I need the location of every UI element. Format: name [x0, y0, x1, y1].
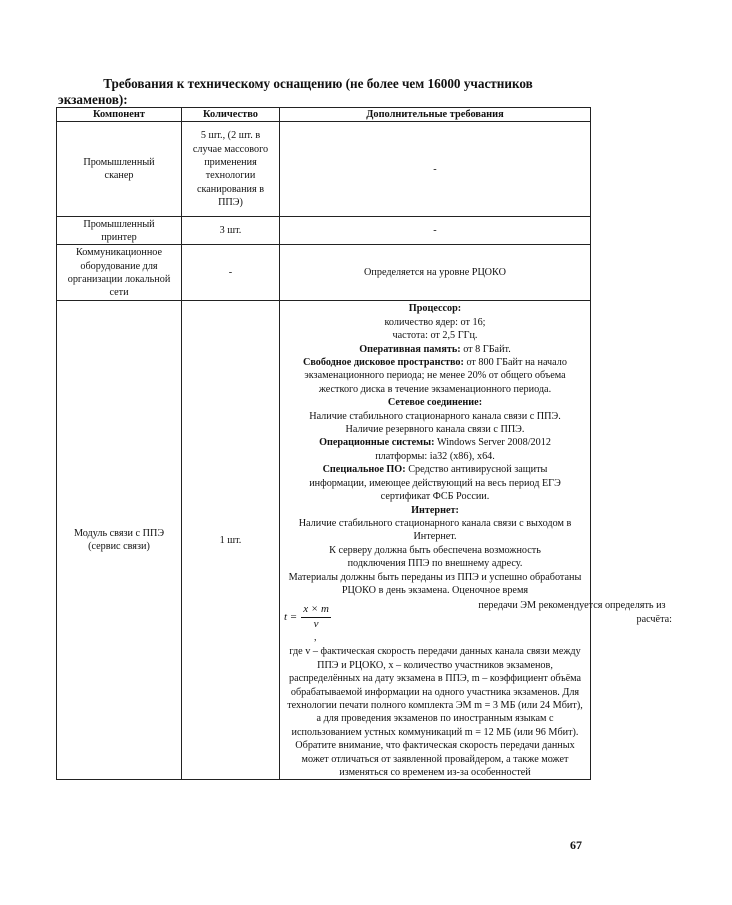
inet-line-5: расчёта:: [636, 614, 672, 626]
formula: [284, 603, 331, 631]
table-header-row: [57, 108, 591, 122]
formula-block: [284, 597, 672, 644]
table-row: [57, 217, 591, 245]
cell-component: Промышленный принтер: [57, 217, 182, 245]
sw-value: Средство антивирусной защиты информации, имеющее действующий на весь период ЕГЭ сертификат ФСБ России.: [309, 464, 561, 503]
ram-label: Оперативная память:: [359, 343, 461, 355]
header-requirements: Дополнительные требования: [280, 108, 591, 122]
table-row: [57, 122, 591, 217]
page-number: 67: [570, 838, 582, 852]
table-row: [57, 245, 591, 301]
cell-component: Модуль связи с ППЭ (сервис связи): [57, 301, 182, 780]
sw-label: Специальное ПО:: [322, 464, 406, 476]
inet-line-1: Наличие стабильного стационарного канала связи с выходом в Интернет.: [298, 517, 572, 543]
disk-label: Свободное дисковое пространство:: [303, 357, 464, 369]
proc-freq: частота: от 2,5 ГГц.: [392, 330, 478, 342]
net-line-1: Наличие стабильного стационарного канала связи с ППЭ.: [309, 410, 561, 422]
cell-requirements: -: [280, 217, 591, 245]
heading-line-2: экзаменов):: [58, 92, 128, 107]
proc-title: Процессор:: [408, 303, 462, 315]
inet-line-4: передачи ЭМ рекомендуется определять из: [478, 600, 666, 612]
requirements-table: [56, 107, 672, 780]
net-line-2: Наличие резервного канала связи с ППЭ.: [345, 424, 525, 436]
ram-value: от 8 ГБайт.: [460, 343, 511, 355]
os-line: [284, 436, 586, 463]
cell-quantity: 1 шт.: [182, 301, 280, 780]
inet-line-3: Материалы должны быть переданы из ППЭ и успешно обработаны РЦОКО в день экзамена. Оценочное время: [288, 571, 582, 596]
formula-explanation: где v – фактическая скорость передачи данных канала связи между ППЭ и РЦОКО, x – количество участников экзаменов, распределённых на дату экзамена в ППЭ, m – коэффициент объёма обрабатываемой информации на одного участника экзаменов. Для технологии печати полного комплекта ЭМ m = 3 МБ (или 24 Мбит), а для проведения экзаменов по иностранным языкам с использованием устных коммуникаций m = 12 МБ (или 96 Мбит). Обратите внимание, что фактическая скорость передачи данных может отличаться от заявленной провайдером, а также может изменяться со временем из-за особенностей: [287, 646, 583, 778]
inet-line-2: К серверу должна быть обеспечена возможность подключения ППЭ по внешнему адресу.: [329, 544, 541, 570]
formula-numerator: x × m: [301, 603, 331, 617]
formula-denominator: v: [313, 617, 319, 630]
disk-value: от 800 ГБайт на начало экзаменационного периода; не менее 20% от общего объема жесткого диска в течение экзаменационного периода.: [304, 357, 567, 395]
cell-requirements: -: [280, 122, 591, 217]
table-row: [57, 301, 591, 780]
cell-quantity: -: [182, 245, 280, 301]
ram-line: [284, 343, 586, 356]
proc-cores: количество ядер: от 16;: [384, 316, 486, 328]
os-value: Windows Server 2008/2012 платформы: ia32 (x86), x64.: [375, 437, 551, 462]
cell-component: Промышленный сканер: [57, 122, 182, 217]
formula-fraction: [301, 603, 331, 631]
cell-quantity: 3 шт.: [182, 217, 280, 245]
header-quantity: Количество: [182, 108, 280, 122]
page-heading: [58, 76, 578, 108]
net-title: Сетевое соединение:: [387, 397, 483, 409]
os-label: Операционные системы:: [319, 437, 435, 449]
inet-title: Интернет:: [411, 504, 459, 516]
disk-line: [284, 356, 586, 396]
heading-line-1: Требования к техническому оснащению (не более чем 16000 участников: [103, 76, 533, 91]
formula-comma: ,: [314, 632, 317, 644]
header-component: Компонент: [57, 108, 182, 122]
module-requirements: [280, 301, 672, 780]
sw-line: [284, 463, 586, 503]
formula-lhs: t =: [284, 610, 298, 623]
cell-quantity: 5 шт., (2 шт. в случае массового применения технологии сканирования в ППЭ): [182, 122, 280, 217]
cell-requirements: Определяется на уровне РЦОКО: [280, 245, 591, 301]
cell-component: Коммуникационное оборудование для организации локальной сети: [57, 245, 182, 301]
